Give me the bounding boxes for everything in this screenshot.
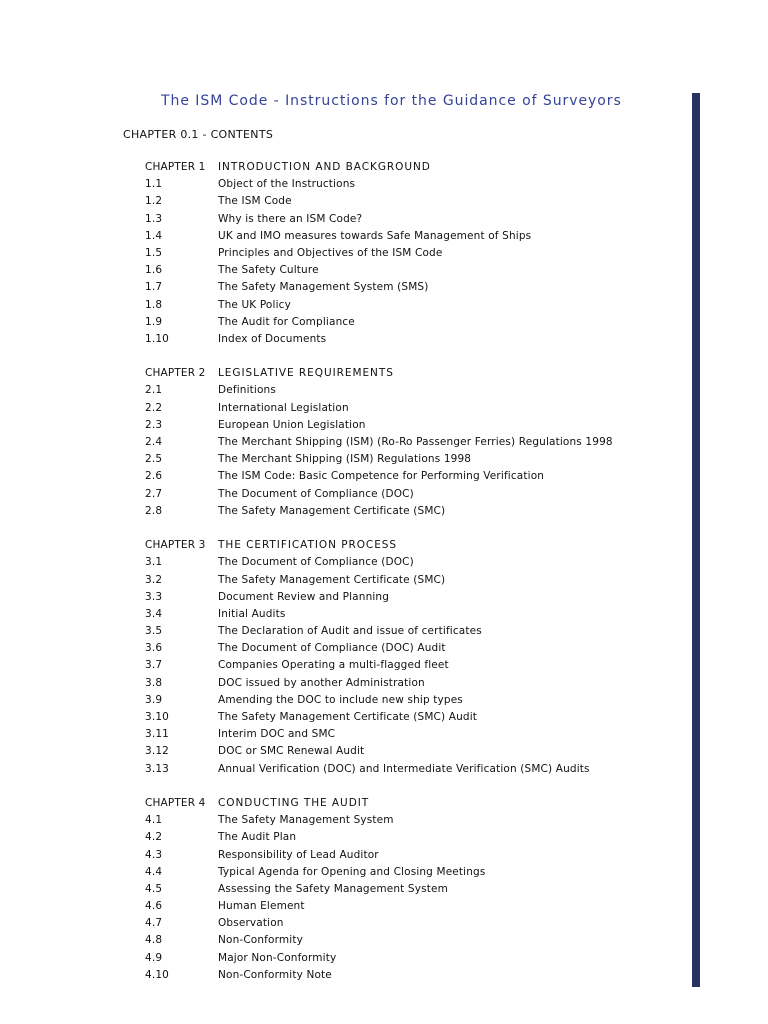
toc-entry	[145, 228, 685, 245]
section-number: 3.11	[145, 728, 169, 741]
toc-entry	[145, 417, 685, 434]
toc-entry	[145, 589, 685, 606]
toc-entry	[145, 503, 685, 520]
toc-entry	[145, 434, 685, 451]
chapter-number: CHAPTER 4	[145, 796, 206, 809]
section-number: 4.4	[145, 865, 163, 878]
chapter-heading	[145, 159, 685, 176]
chapter-number: CHAPTER 3	[145, 539, 206, 552]
toc-entry	[145, 709, 685, 726]
section-number: 3.2	[145, 573, 163, 586]
section-number: 1.4	[145, 229, 163, 242]
toc-entry	[145, 950, 685, 967]
section-number: 3.13	[145, 762, 169, 775]
section-number: 2.8	[145, 504, 163, 517]
section-number: 4.8	[145, 934, 163, 947]
table-of-contents	[145, 159, 685, 984]
section-title: Annual Verification (DOC) and Intermediate Verification (SMC) Audits	[218, 762, 590, 775]
section-number: 3.1	[145, 556, 163, 569]
section-title: Human Element	[218, 900, 305, 913]
section-title: The Merchant Shipping (ISM) Regulations 1998	[218, 453, 472, 466]
section-number: 4.3	[145, 848, 163, 861]
toc-entry	[145, 881, 685, 898]
toc-entry	[145, 829, 685, 846]
toc-entry	[145, 297, 685, 314]
toc-entry	[145, 245, 685, 262]
section-title: The Document of Compliance (DOC) Audit	[218, 642, 446, 655]
toc-entry	[145, 932, 685, 949]
section-title: DOC issued by another Administration	[218, 676, 425, 689]
section-title: Amending the DOC to include new ship types	[218, 693, 463, 706]
section-number: 2.5	[145, 453, 163, 466]
section-number: 4.2	[145, 831, 163, 844]
section-number: 1.7	[145, 281, 163, 294]
section-number: 2.6	[145, 470, 163, 483]
section-title: Interim DOC and SMC	[218, 728, 336, 741]
section-number: 3.7	[145, 659, 163, 672]
section-number: 4.5	[145, 882, 163, 895]
toc-entry	[145, 847, 685, 864]
section-title: The Safety Culture	[218, 264, 319, 277]
toc-entry	[145, 486, 685, 503]
toc-entry	[145, 262, 685, 279]
toc-entry	[145, 657, 685, 674]
section-number: 3.3	[145, 590, 163, 603]
section-title: Typical Agenda for Opening and Closing Meetings	[218, 865, 486, 878]
chapter-block	[145, 795, 685, 984]
section-title: Why is there an ISM Code?	[218, 212, 363, 225]
section-title: The Safety Management Certificate (SMC) Audit	[218, 711, 478, 723]
toc-entry	[145, 898, 685, 915]
contents-heading: CHAPTER 0.1 - CONTENTS	[123, 128, 274, 141]
section-title: The Document of Compliance (DOC)	[218, 556, 414, 569]
toc-entry	[145, 675, 685, 692]
section-title: UK and IMO measures towards Safe Management of Ships	[218, 229, 532, 242]
chapter-title: INTRODUCTION AND BACKGROUND	[218, 161, 431, 173]
toc-entry	[145, 692, 685, 709]
section-title: Major Non-Conformity	[218, 951, 337, 964]
section-title: The Merchant Shipping (ISM) (Ro-Ro Passenger Ferries) Regulations 1998	[218, 436, 613, 448]
toc-entry	[145, 331, 685, 348]
toc-entry	[145, 967, 685, 984]
section-title: Companies Operating a multi-flagged fleet	[218, 659, 449, 672]
section-title: The Safety Management Certificate (SMC)	[218, 573, 446, 586]
section-number: 1.9	[145, 315, 163, 328]
toc-entry	[145, 606, 685, 623]
section-number: 4.9	[145, 951, 163, 964]
section-title: Non-Conformity	[218, 934, 303, 947]
chapter-block	[145, 537, 685, 778]
section-number: 3.5	[145, 625, 163, 638]
section-title: Non-Conformity Note	[218, 968, 332, 981]
section-number: 1.3	[145, 212, 163, 225]
section-number: 1.10	[145, 332, 169, 345]
section-title: Document Review and Planning	[218, 590, 390, 603]
section-number: 3.12	[145, 745, 169, 758]
toc-entry	[145, 468, 685, 485]
chapter-title: LEGISLATIVE REQUIREMENTS	[218, 367, 394, 380]
section-title: The Document of Compliance (DOC)	[218, 487, 414, 500]
toc-entry	[145, 761, 685, 778]
chapter-title: THE CERTIFICATION PROCESS	[218, 539, 398, 552]
toc-entry	[145, 572, 685, 589]
toc-entry	[145, 640, 685, 657]
chapter-number: CHAPTER 1	[145, 161, 206, 173]
chapter-heading	[145, 537, 685, 554]
toc-entry	[145, 211, 685, 228]
section-title: European Union Legislation	[218, 418, 366, 431]
toc-entry	[145, 400, 685, 417]
toc-entry	[145, 864, 685, 881]
chapter-title: CONDUCTING THE AUDIT	[218, 796, 370, 809]
section-number: 2.4	[145, 436, 163, 448]
section-title: Object of the Instructions	[218, 178, 356, 191]
section-number: 3.10	[145, 711, 169, 723]
chapter-heading	[145, 795, 685, 812]
toc-entry	[145, 314, 685, 331]
chapter-block	[145, 159, 685, 348]
section-number: 2.1	[145, 384, 163, 397]
section-number: 1.5	[145, 246, 163, 259]
section-number: 2.2	[145, 401, 163, 414]
chapter-heading	[145, 365, 685, 382]
section-title: Assessing the Safety Management System	[218, 882, 448, 895]
section-title: The Safety Management System	[218, 814, 394, 827]
section-title: Observation	[218, 917, 284, 930]
toc-entry	[145, 623, 685, 640]
section-title: The Safety Management Certificate (SMC)	[218, 504, 446, 517]
section-number: 1.6	[145, 264, 163, 277]
toc-entry	[145, 812, 685, 829]
section-number: 4.7	[145, 917, 163, 930]
section-title: Definitions	[218, 384, 276, 397]
toc-entry	[145, 915, 685, 932]
section-number: 3.8	[145, 676, 163, 689]
toc-entry	[145, 726, 685, 743]
section-number: 4.6	[145, 900, 163, 913]
section-number: 4.10	[145, 968, 169, 981]
toc-entry	[145, 176, 685, 193]
section-title: The ISM Code: Basic Competence for Performing Verification	[218, 470, 545, 483]
section-number: 1.2	[145, 195, 163, 208]
document-title: The ISM Code - Instructions for the Guidance of Surveyors	[161, 93, 622, 109]
chapter-block	[145, 365, 685, 520]
section-number: 3.6	[145, 642, 163, 655]
section-title: The Audit for Compliance	[218, 315, 355, 328]
chapter-number: CHAPTER 2	[145, 367, 206, 380]
toc-entry	[145, 451, 685, 468]
toc-entry	[145, 382, 685, 399]
section-title: Index of Documents	[218, 332, 327, 345]
section-number: 2.7	[145, 487, 163, 500]
section-title: The UK Policy	[218, 298, 291, 311]
section-title: The Safety Management System (SMS)	[218, 281, 429, 294]
section-title: The Audit Plan	[218, 831, 297, 844]
toc-entry	[145, 554, 685, 571]
section-number: 1.1	[145, 178, 163, 191]
section-title: Responsibility of Lead Auditor	[218, 848, 379, 861]
toc-entry	[145, 279, 685, 296]
section-title: Initial Audits	[218, 607, 286, 620]
page-edge-bar	[692, 93, 700, 987]
toc-entry	[145, 743, 685, 760]
section-number: 3.4	[145, 607, 163, 620]
section-number: 1.8	[145, 298, 163, 311]
section-title: Principles and Objectives of the ISM Code	[218, 246, 443, 259]
section-number: 2.3	[145, 418, 163, 431]
section-title: The ISM Code	[218, 195, 292, 208]
section-title: International Legislation	[218, 401, 349, 414]
section-title: The Declaration of Audit and issue of certificates	[218, 625, 482, 638]
section-title: DOC or SMC Renewal Audit	[218, 745, 365, 758]
section-number: 3.9	[145, 693, 163, 706]
section-number: 4.1	[145, 814, 163, 827]
toc-entry	[145, 193, 685, 210]
